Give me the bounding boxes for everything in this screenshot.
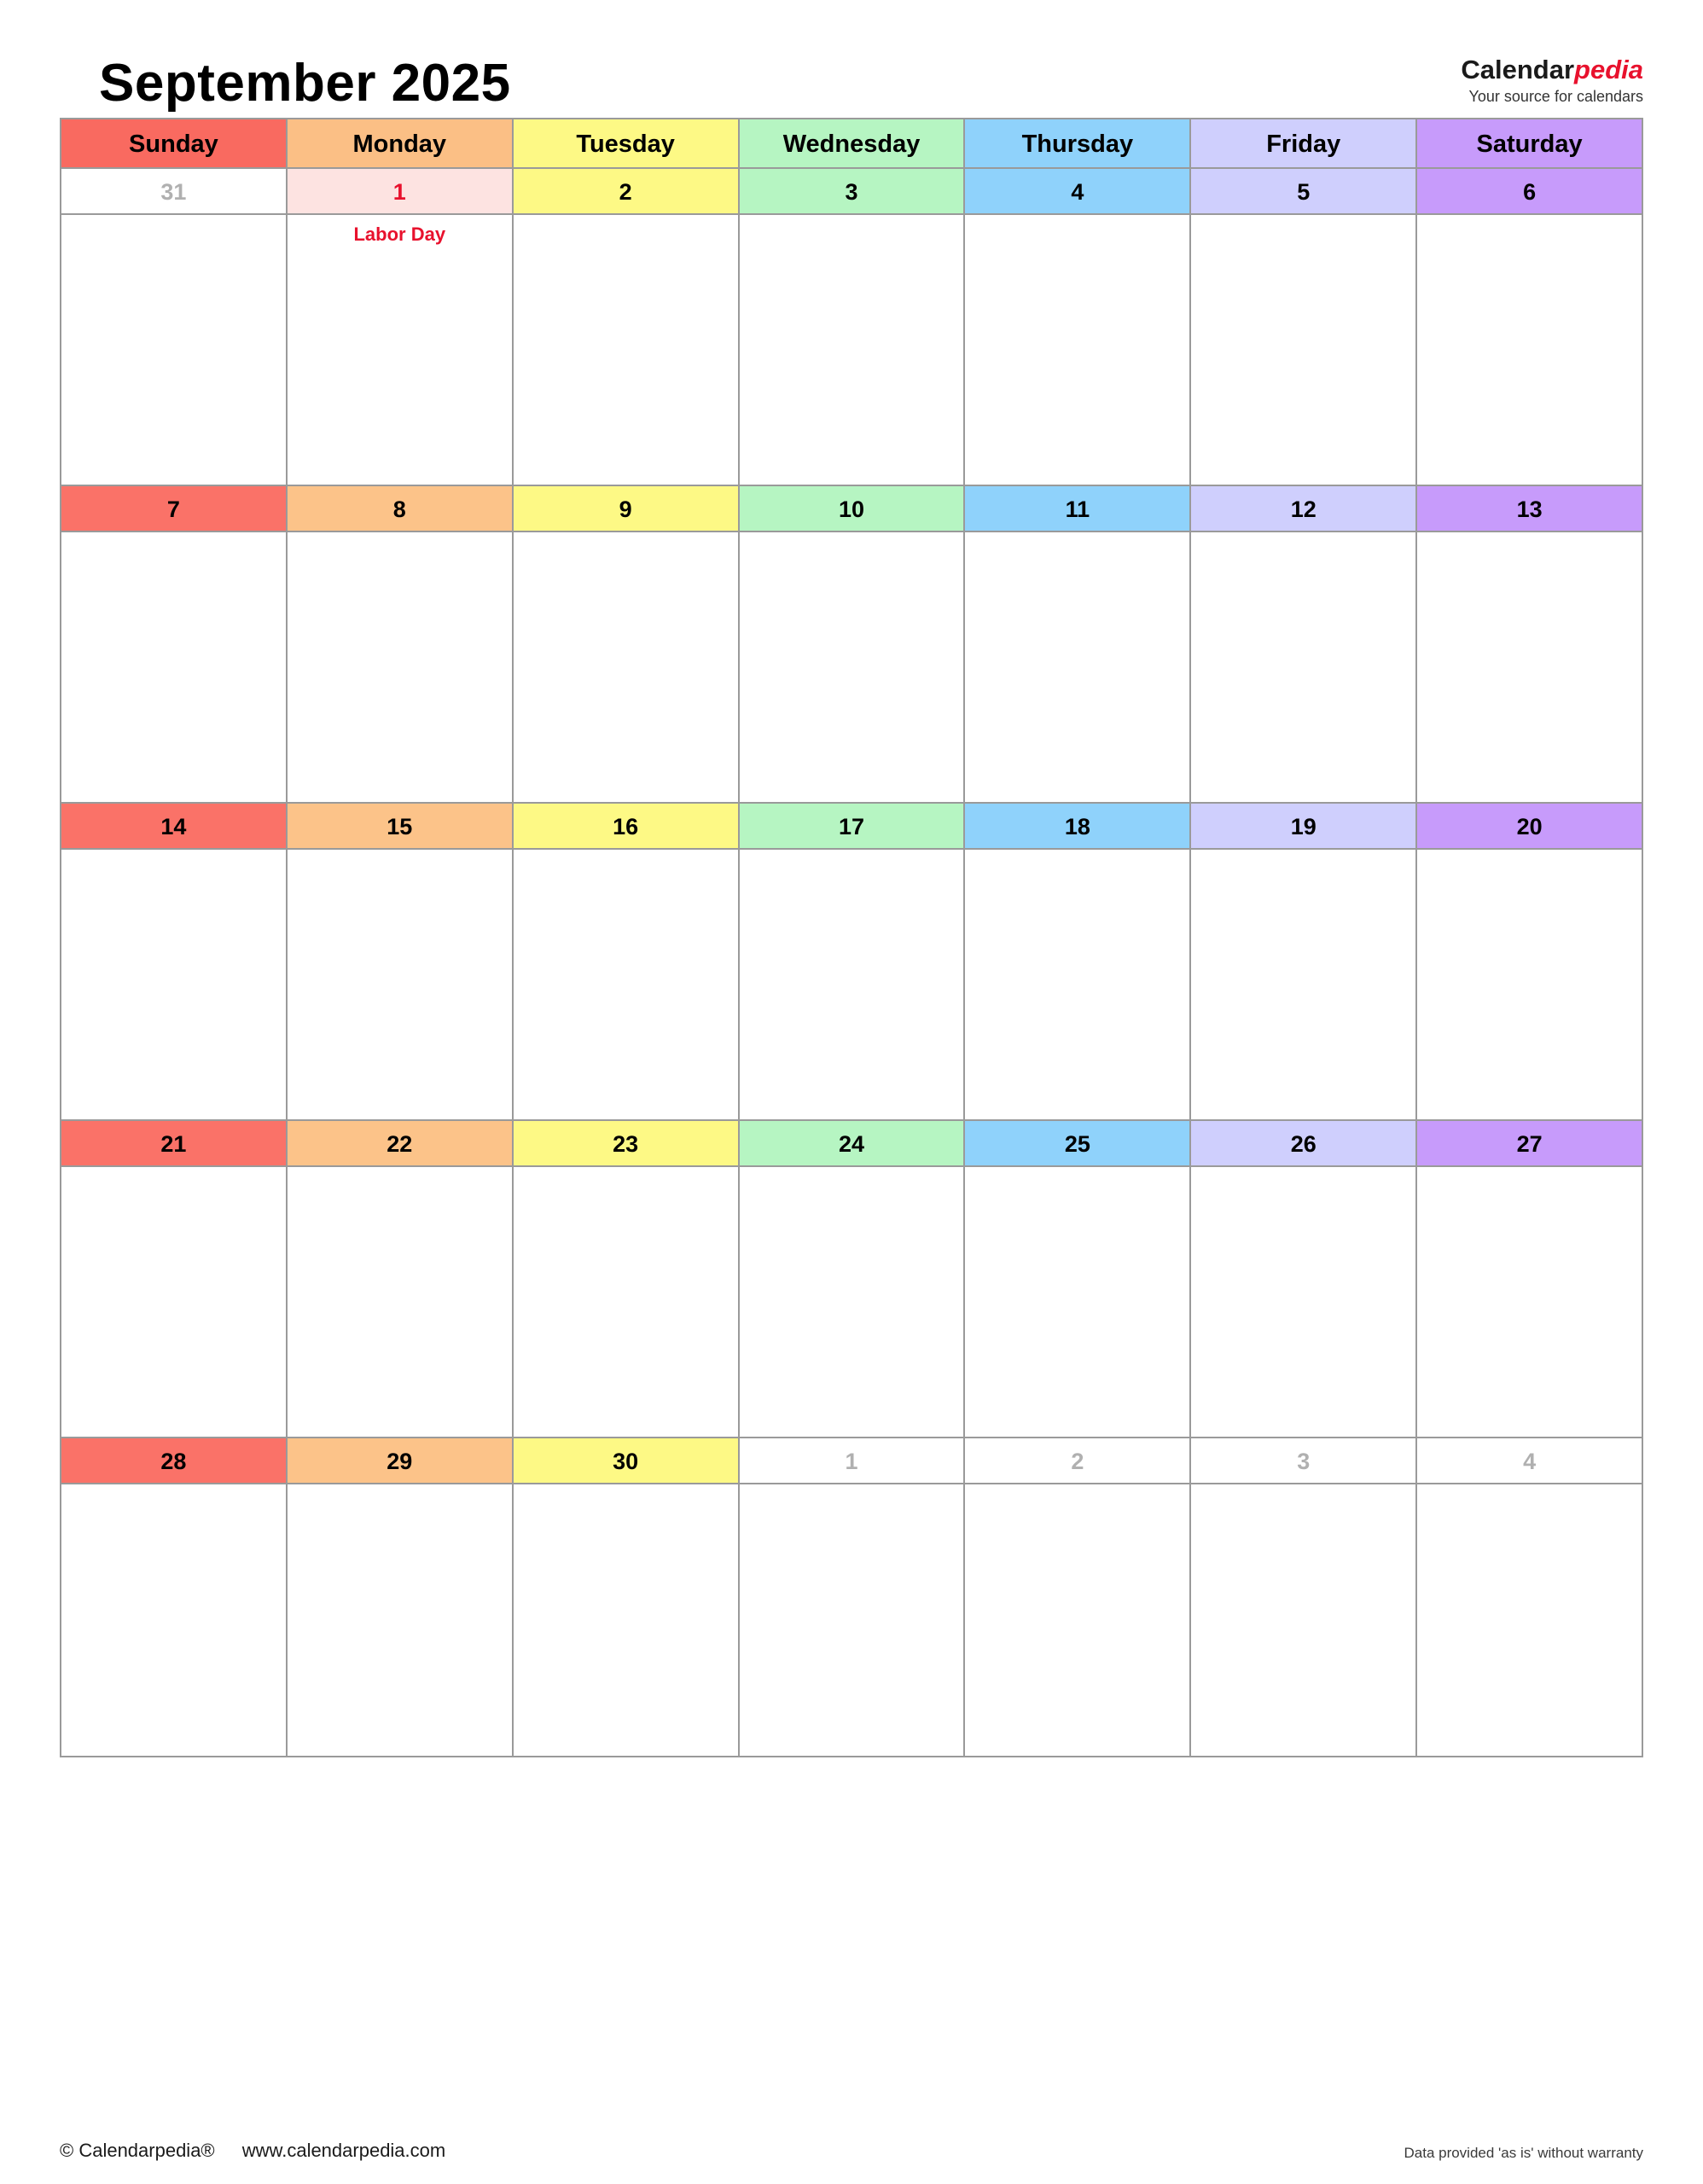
day-notes-cell[interactable] [1191, 1167, 1417, 1438]
date-number[interactable]: 18 [965, 804, 1191, 850]
week-date-row [61, 169, 1642, 215]
brand-name-part2: pedia [1574, 55, 1643, 84]
day-notes-cell[interactable] [740, 850, 966, 1121]
week-body-row [61, 850, 1642, 1121]
date-number[interactable]: 2 [514, 169, 740, 215]
footer-left [60, 2140, 445, 2162]
weekday-header-saturday: Saturday [1417, 119, 1642, 169]
day-notes-cell[interactable] [514, 1167, 740, 1438]
brand-name-part1: Calendar [1461, 55, 1575, 84]
day-notes-cell[interactable] [1417, 215, 1642, 486]
week-date-row [61, 1121, 1642, 1167]
weekday-header-row [61, 119, 1642, 169]
date-number[interactable]: 9 [514, 486, 740, 532]
date-number[interactable]: 31 [61, 169, 288, 215]
brand-name [1461, 56, 1643, 84]
weekday-header-wednesday: Wednesday [740, 119, 966, 169]
date-number[interactable]: 23 [514, 1121, 740, 1167]
day-notes-cell[interactable] [740, 215, 966, 486]
week-date-row [61, 486, 1642, 532]
date-number[interactable]: 3 [740, 169, 966, 215]
date-number[interactable]: 27 [1417, 1121, 1642, 1167]
date-number[interactable]: 30 [514, 1438, 740, 1484]
date-number[interactable]: 4 [1417, 1438, 1642, 1484]
day-notes-cell[interactable] [1191, 1484, 1417, 1756]
day-notes-cell[interactable] [1417, 850, 1642, 1121]
day-notes-cell[interactable] [514, 850, 740, 1121]
weekday-header-friday: Friday [1191, 119, 1417, 169]
day-notes-cell[interactable] [288, 850, 514, 1121]
date-number[interactable]: 28 [61, 1438, 288, 1484]
day-notes-cell[interactable] [61, 1167, 288, 1438]
day-notes-cell[interactable] [740, 1484, 966, 1756]
date-number[interactable]: 7 [61, 486, 288, 532]
day-notes-cell[interactable] [1417, 532, 1642, 804]
date-number[interactable]: 17 [740, 804, 966, 850]
date-number[interactable]: 26 [1191, 1121, 1417, 1167]
date-number[interactable]: 24 [740, 1121, 966, 1167]
weekday-header-sunday: Sunday [61, 119, 288, 169]
date-number[interactable]: 15 [288, 804, 514, 850]
day-notes-cell[interactable] [61, 215, 288, 486]
weekday-header-tuesday: Tuesday [514, 119, 740, 169]
day-notes-cell[interactable] [740, 532, 966, 804]
copyright-text: © Calendarpedia® [60, 2140, 215, 2161]
day-notes-cell[interactable] [965, 1167, 1191, 1438]
day-notes-cell[interactable] [61, 532, 288, 804]
date-number[interactable]: 16 [514, 804, 740, 850]
day-notes-cell[interactable] [1191, 215, 1417, 486]
day-notes-cell[interactable] [965, 1484, 1191, 1756]
date-number[interactable]: 29 [288, 1438, 514, 1484]
day-notes-cell[interactable] [514, 1484, 740, 1756]
page-header [60, 34, 1643, 118]
week-body-row [61, 1484, 1642, 1756]
day-notes-cell[interactable] [514, 532, 740, 804]
date-number[interactable]: 3 [1191, 1438, 1417, 1484]
day-notes-cell[interactable] [740, 1167, 966, 1438]
day-notes-cell[interactable] [1191, 850, 1417, 1121]
date-number[interactable]: 10 [740, 486, 966, 532]
day-notes-cell[interactable] [1417, 1167, 1642, 1438]
day-notes-cell[interactable] [288, 532, 514, 804]
disclaimer-text: Data provided 'as is' without warranty [1404, 2145, 1643, 2161]
date-number[interactable]: 25 [965, 1121, 1191, 1167]
week-body-row [61, 532, 1642, 804]
day-notes-cell[interactable] [288, 1167, 514, 1438]
page-footer [60, 2138, 1643, 2162]
week-date-row [61, 1438, 1642, 1484]
date-number[interactable]: 13 [1417, 486, 1642, 532]
weekday-header-thursday: Thursday [965, 119, 1191, 169]
date-number[interactable]: 4 [965, 169, 1191, 215]
date-number[interactable]: 1 [740, 1438, 966, 1484]
day-notes-cell[interactable] [61, 850, 288, 1121]
holiday-label: Labor Day [353, 224, 446, 245]
date-number[interactable]: 20 [1417, 804, 1642, 850]
date-number[interactable]: 11 [965, 486, 1191, 532]
week-body-row [61, 1167, 1642, 1438]
day-notes-cell[interactable] [288, 215, 514, 486]
weekday-header-monday: Monday [288, 119, 514, 169]
day-notes-cell[interactable] [1191, 532, 1417, 804]
calendar-grid [60, 118, 1643, 1757]
date-number[interactable]: 22 [288, 1121, 514, 1167]
brand-tagline: Your source for calendars [1468, 87, 1643, 105]
date-number[interactable]: 8 [288, 486, 514, 532]
date-number[interactable]: 1 [288, 169, 514, 215]
date-number[interactable]: 2 [965, 1438, 1191, 1484]
day-notes-cell[interactable] [965, 532, 1191, 804]
date-number[interactable]: 21 [61, 1121, 288, 1167]
brand-logo [1461, 56, 1643, 106]
date-number[interactable]: 14 [61, 804, 288, 850]
website-link[interactable]: www.calendarpedia.com [241, 2140, 446, 2161]
day-notes-cell[interactable] [965, 215, 1191, 486]
date-number[interactable]: 6 [1417, 169, 1642, 215]
day-notes-cell[interactable] [1417, 1484, 1642, 1756]
day-notes-cell[interactable] [288, 1484, 514, 1756]
week-date-row [61, 804, 1642, 850]
day-notes-cell[interactable] [965, 850, 1191, 1121]
date-number[interactable]: 5 [1191, 169, 1417, 215]
page-title: September 2025 [99, 54, 511, 113]
date-number[interactable]: 19 [1191, 804, 1417, 850]
date-number[interactable]: 12 [1191, 486, 1417, 532]
day-notes-cell[interactable] [61, 1484, 288, 1756]
week-body-row [61, 215, 1642, 486]
day-notes-cell[interactable] [514, 215, 740, 486]
